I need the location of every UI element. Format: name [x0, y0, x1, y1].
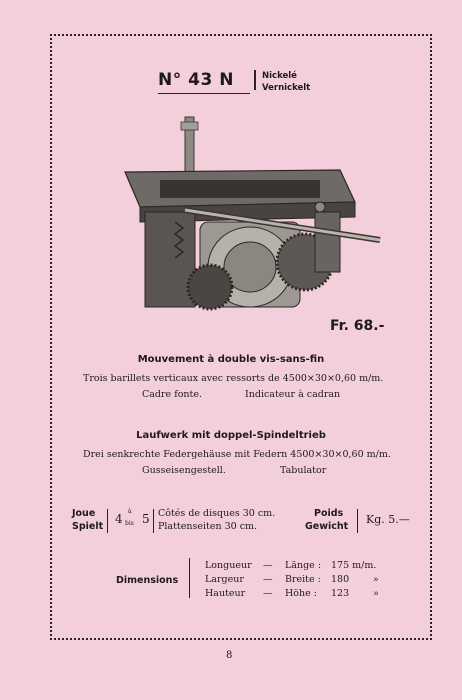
- price: Fr. 68.-: [330, 318, 385, 334]
- plays-sep-bottom: bis: [125, 520, 134, 527]
- plays-label-german: Spielt: [72, 521, 104, 532]
- dimension-dash: —: [263, 560, 273, 571]
- plays-label-french: Joue: [72, 508, 96, 519]
- french-section-title: Mouvement à double vis-sans-fin: [137, 354, 325, 365]
- german-section-title: Laufwerk mit doppel-Spindeltrieb: [136, 430, 326, 441]
- plays-sep-top: à: [128, 508, 132, 515]
- german-feature-tabulator: Tabulator: [280, 465, 327, 476]
- disc-sides-german: Plattenseiten 30 cm.: [158, 521, 258, 532]
- dimension-ditto: »: [373, 574, 379, 585]
- weight-divider: [357, 509, 358, 533]
- weight-label-french: Poids: [314, 508, 344, 519]
- german-spec-line: Drei senkrechte Federgehäuse mit Federn 4500×30×0,60 m/m.: [83, 449, 391, 460]
- french-feature-indicator: Indicateur à cadran: [245, 389, 341, 400]
- weight-label-german: Gewicht: [305, 521, 349, 532]
- finish-french: Nickelé: [262, 71, 297, 81]
- dimension-fr: Hauteur: [205, 588, 246, 599]
- dimension-value: 180: [331, 574, 350, 585]
- dimension-value: 123: [331, 588, 350, 599]
- gramophone-motor-illustration: [115, 112, 390, 322]
- weight-value: Kg. 5.—: [366, 513, 410, 526]
- german-feature-frame: Gusseisengestell.: [142, 465, 226, 476]
- plays-divider-2: [153, 509, 154, 533]
- french-spec-line: Trois barillets verticaux avec ressorts de 4500×30×0,60 m/m.: [83, 373, 384, 384]
- model-header: [158, 70, 348, 100]
- finish-labels: [262, 70, 310, 94]
- dimension-dash: —: [263, 588, 273, 599]
- header-divider: [254, 70, 256, 90]
- dimension-dash: —: [263, 574, 273, 585]
- plays-from: 4: [115, 512, 123, 526]
- dimension-ditto: »: [373, 588, 379, 599]
- french-feature-frame: Cadre fonte.: [142, 389, 203, 400]
- plays-to: 5: [142, 512, 150, 526]
- dimensions-brace: [189, 558, 190, 598]
- dimension-fr: Longueur: [205, 560, 252, 571]
- dimension-value: 175 m/m.: [331, 560, 377, 571]
- dimension-de: Länge :: [285, 560, 322, 571]
- finish-german: Vernickelt: [262, 83, 311, 93]
- plays-divider: [107, 509, 108, 533]
- dimension-fr: Largeur: [205, 574, 244, 585]
- disc-sides-french: Côtés de disques 30 cm.: [158, 508, 276, 519]
- dimension-de: Höhe :: [285, 588, 317, 599]
- model-number: N° 43 N: [158, 70, 250, 94]
- dimensions-label: Dimensions: [116, 575, 179, 586]
- dimension-de: Breite :: [285, 574, 321, 585]
- page-number: 8: [226, 650, 233, 661]
